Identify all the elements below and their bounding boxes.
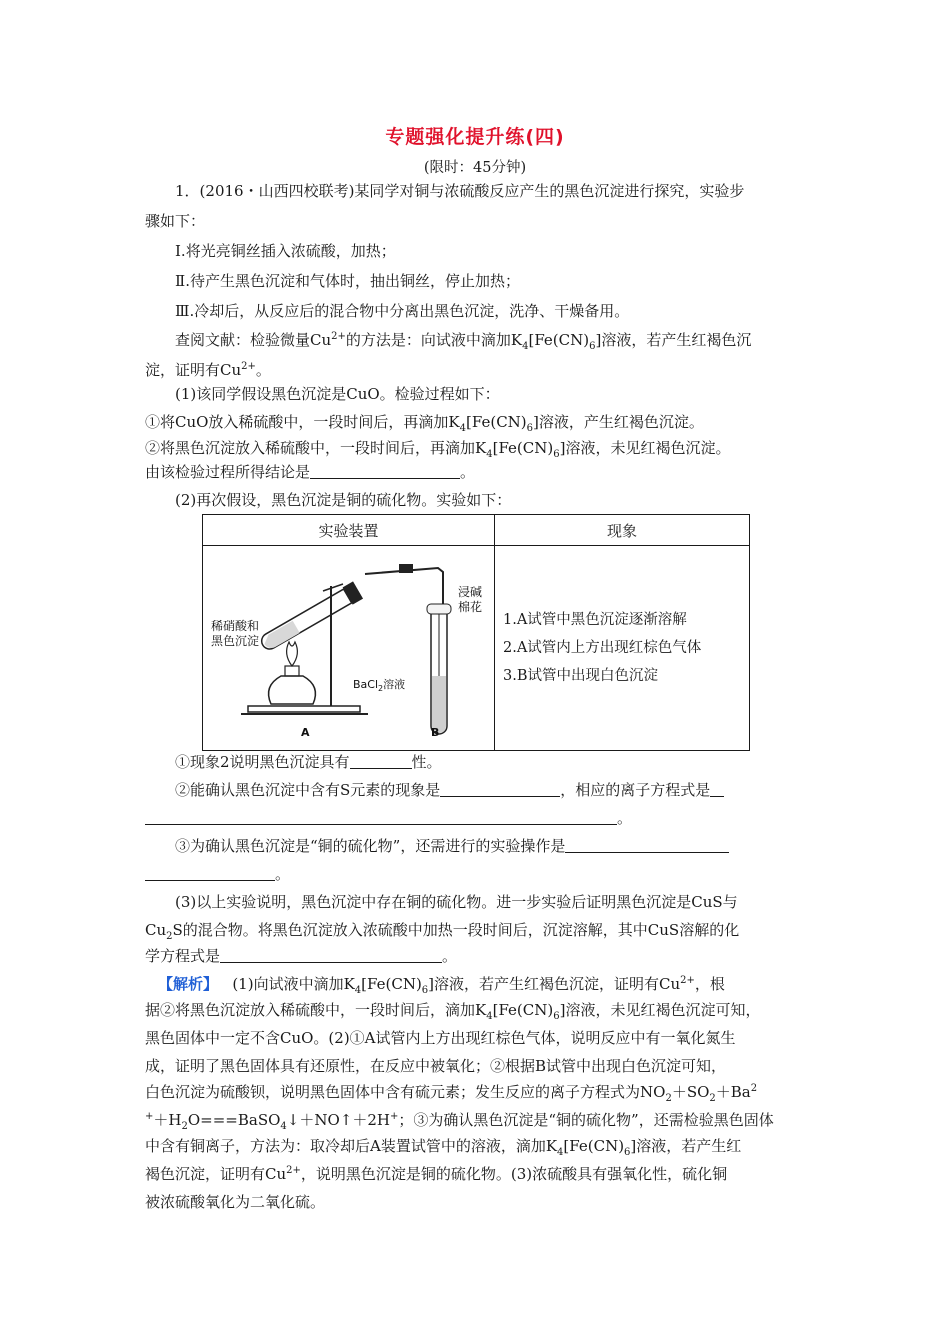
- answer-blank[interactable]: [145, 866, 275, 881]
- clamp-arm: [323, 584, 343, 591]
- q1-reference-line-1: 查阅文献：检验微量$Cu^{2+}$的方法是：向试液中滴加$K_4[Fe(CN)_6]$溶液，若产生红褐色沉: [175, 331, 752, 352]
- phenomenon-cell: [495, 546, 750, 751]
- analysis-line-6: $^++H_2O===BaSO_4↓+NO↑+2H^+$；③为确认黑色沉淀是“铜的硫化物”，还需检验黑色固体: [145, 1111, 774, 1132]
- phenomenon-1: 1.A试管中黑色沉淀逐渐溶解: [503, 612, 687, 628]
- cotton-plug: [427, 604, 451, 614]
- part2-question-2: ②能确认黑色沉淀中含有S元素的现象是 ，相应的离子方程式是: [175, 780, 815, 800]
- lamp-neck: [285, 666, 299, 676]
- label-acid-2: 黑色沉淀: [211, 634, 260, 648]
- part2-question-1: ①现象2说明黑色沉淀具有 性。: [175, 753, 442, 771]
- part2-question-3: ③为确认黑色沉淀是“铜的硫化物”，还需进行的实验操作是: [175, 836, 815, 856]
- label-acid-1: 稀硝酸和: [211, 619, 260, 633]
- page-title: 专题强化提升练(四): [385, 126, 565, 148]
- analysis-line-5: 白色沉淀为硫酸钡，说明黑色固体中含有硫元素；发生反应的离子方程式为$NO_2+SO_2+Ba^2$: [145, 1083, 758, 1104]
- delivery-tube: [365, 568, 443, 606]
- q1-step-3: Ⅲ.冷却后，从反应后的混合物中分离出黑色沉淀，洗净、干燥备用。: [175, 302, 630, 320]
- apparatus-diagram: [203, 546, 494, 750]
- apparatus-cell: [203, 546, 495, 751]
- table-header-apparatus: 实验装置: [203, 515, 495, 546]
- answer-blank[interactable]: [440, 782, 560, 797]
- q1-intro-line-2: 骤如下：: [145, 212, 206, 230]
- label-cotton-2: 棉花: [458, 600, 483, 614]
- time-limit: (限时：45分钟): [423, 160, 527, 176]
- part3-line-3: 学方程式是 。: [145, 947, 458, 965]
- answer-blank[interactable]: [350, 754, 412, 769]
- table-header-phenomenon: 现象: [495, 515, 750, 546]
- label-bacl2: BaCl$_2$溶液: [353, 678, 406, 693]
- analysis-line-4: 成，证明了黑色固体具有还原性，在反应中被氧化；②根据B试管中出现白色沉淀可知，: [145, 1057, 727, 1075]
- phenomenon-2: 2.A试管内上方出现红棕色气体: [503, 640, 702, 656]
- label-cotton-1: 浸碱: [458, 585, 483, 599]
- analysis-line-9: 被浓硫酸氧化为二氧化硫。: [145, 1193, 326, 1211]
- part2-title: (2)再次假设，黑色沉淀是铜的硫化物。实验如下：: [175, 491, 512, 509]
- analysis-line-2: 据②将黑色沉淀放入稀硫酸中，一段时间后，滴加$K_4[Fe(CN)_6]$溶液，未见红褐色沉淀可知，: [145, 1001, 761, 1022]
- flame: [287, 642, 298, 666]
- part1-conclusion: 由该检验过程所得结论是 。: [145, 463, 476, 481]
- analysis-tag: 【解析】: [158, 975, 219, 993]
- tube-joint: [399, 564, 413, 573]
- analysis-line-1: 【解析】 (1)向试液中滴加$K_4[Fe(CN)_6]$溶液，若产生红褐色沉淀，证明有$Cu^{2+}$，根: [158, 975, 725, 996]
- answer-blank[interactable]: [145, 810, 617, 825]
- q1-step-2: Ⅱ.待产生黑色沉淀和气体时，抽出铜丝，停止加热；: [175, 272, 520, 290]
- part3-line-1: (3)以上实验说明，黑色沉淀中存在铜的硫化物。进一步实验后证明黑色沉淀是CuS与: [175, 893, 738, 911]
- part1-title: (1)该同学假设黑色沉淀是CuO。检验过程如下：: [175, 385, 500, 403]
- alcohol-lamp: [269, 676, 316, 704]
- q1-intro-line-1: 1．(2016・山西四校联考)某同学对铜与浓硫酸反应产生的黑色沉淀进行探究，实验步: [175, 182, 745, 200]
- test-tube-a: [258, 581, 363, 653]
- part3-line-2: $Cu_2S$的混合物。将黑色沉淀放入浓硫酸中加热一段时间后，沉淀溶解，其中CuS溶解的化: [145, 921, 740, 942]
- q1-step-1: Ⅰ.将光亮铜丝插入浓硫酸，加热；: [175, 242, 396, 260]
- phenomenon-3: 3.B试管中出现白色沉淀: [503, 668, 658, 684]
- part2-question-3-cont: 。: [145, 864, 815, 884]
- label-a: A: [301, 726, 310, 739]
- part1-check-2: ②将黑色沉淀放入稀硫酸中，一段时间后，再滴加$K_4[Fe(CN)_6]$溶液，未见红褐色沉淀。: [145, 439, 731, 460]
- analysis-line-3: 黑色固体中一定不含CuO。(2)①A试管内上方出现红棕色气体，说明反应中有一氧化氮生: [145, 1029, 736, 1047]
- q1-reference-line-2: 淀，证明有$Cu^{2+}$。: [145, 361, 271, 379]
- experiment-table: [202, 514, 750, 751]
- analysis-line-8: 褐色沉淀，证明有$Cu^{2+}$，说明黑色沉淀是铜的硫化物。(3)浓硫酸具有强氧化性，硫化铜: [145, 1165, 728, 1183]
- bacl2-solution: [432, 676, 446, 733]
- part2-question-2-cont: 。: [145, 808, 815, 828]
- analysis-line-7: 中含有铜离子，方法为：取冷却后A装置试管中的溶液，滴加$K_4[Fe(CN)_6]$溶液，若产生红: [145, 1137, 742, 1158]
- label-b: B: [431, 726, 440, 739]
- answer-blank[interactable]: [310, 464, 460, 479]
- stand-base: [248, 706, 360, 712]
- answer-blank[interactable]: [710, 782, 724, 797]
- answer-blank[interactable]: [565, 838, 729, 853]
- answer-blank[interactable]: [220, 948, 442, 963]
- part1-check-1: ①将CuO放入稀硫酸中，一段时间后，再滴加$K_4[Fe(CN)_6]$溶液，产生红褐色沉淀。: [145, 413, 704, 434]
